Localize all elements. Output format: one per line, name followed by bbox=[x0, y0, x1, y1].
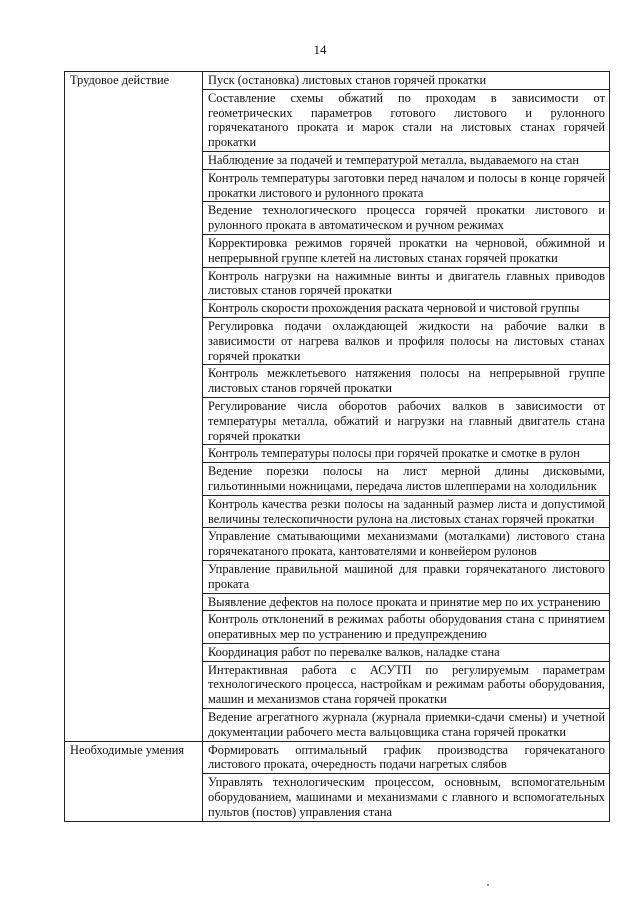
section-item: Формировать оптимальный график производства горячекатаного листового проката, очередность подачи нагретых слябов bbox=[203, 741, 610, 774]
section-item: Управление правильной машиной для правки горячекатаного листового проката bbox=[203, 560, 610, 593]
section-item: Выявление дефектов на полосе проката и принятие мер по их устранению bbox=[203, 593, 610, 611]
section-item: Координация работ по перевалке валков, наладке стана bbox=[203, 643, 610, 661]
section-item: Контроль качества резки полосы на заданный размер листа и допустимой величины телескопичности рулона на листовых станах горячей прокатки bbox=[203, 495, 610, 528]
section-item: Управление сматывающими механизмами (моталками) листового стана горячекатаного проката, кантователями и конвейером рулонов bbox=[203, 528, 610, 561]
section-item: Регулирование числа оборотов рабочих валков в зависимости от температуры металла, обжатий и нагрузки на главный двигатель стана горячей прокатки bbox=[203, 397, 610, 444]
scan-dot bbox=[487, 884, 489, 886]
section-label: Необходимые умения bbox=[65, 741, 203, 821]
section-item: Контроль отклонений в режимах работы оборудования стана с принятием оперативных мер по устранению и предупреждению bbox=[203, 611, 610, 644]
section-item: Пуск (остановка) листовых станов горячей прокатки bbox=[203, 72, 610, 90]
table-body bbox=[65, 72, 610, 822]
table-row bbox=[65, 72, 610, 90]
section-item: Контроль межклетьевого натяжения полосы на непрерывной группе листовых станов горячей прокатки bbox=[203, 365, 610, 398]
section-item: Составление схемы обжатий по проходам в зависимости от геометрических параметров готового листового и рулонного горячекатаного проката и марок стали на листовых станах горячей прокатки bbox=[203, 89, 610, 151]
section-item: Контроль температуры полосы при горячей прокатке и смотке в рулон bbox=[203, 445, 610, 463]
section-item: Ведение агрегатного журнала (журнала приемки-сдачи смены) и учетной документации рабочего места вальцовщика стана горячей прокатки bbox=[203, 709, 610, 742]
section-item: Управлять технологическим процессом, основным, вспомогательным оборудованием, машинами и механизмами с главного и вспомогательных пультов (постов) управления стана bbox=[203, 774, 610, 821]
section-item: Контроль скорости прохождения раската черновой и чистовой группы bbox=[203, 300, 610, 318]
section-item: Ведение порезки полосы на лист мерной длины дисковыми, гильотинными ножницами, передача листов шлепперами на холодильник bbox=[203, 463, 610, 496]
section-item: Наблюдение за подачей и температурой металла, выдаваемого на стан bbox=[203, 151, 610, 169]
section-item: Контроль нагрузки на нажимные винты и двигатель главных приводов листовых станов горячей прокатки bbox=[203, 267, 610, 300]
section-item: Контроль температуры заготовки перед началом и полосы в конце горячей прокатки листового и рулонного проката bbox=[203, 169, 610, 202]
table-row bbox=[65, 741, 610, 774]
section-item: Интерактивная работа с АСУТП по регулируемым параметрам технологического процесса, настройкам и режимам работы оборудования, машин и механизмов стана горячей прокатки bbox=[203, 661, 610, 708]
section-item: Корректировка режимов горячей прокатки на черновой, обжимной и непрерывной группе клетей на листовых станах горячей прокатки bbox=[203, 234, 610, 267]
page-number: 14 bbox=[313, 42, 327, 57]
section-item: Регулировка подачи охлаждающей жидкости на рабочие валки в зависимости от нагрева валков и профиля полосы на листовых станах горячей прокатки bbox=[203, 317, 610, 364]
section-item: Ведение технологического процесса горячей прокатки листового и рулонного проката в автоматическом и ручном режимах bbox=[203, 202, 610, 235]
competency-table bbox=[64, 71, 610, 822]
section-label: Трудовое действие bbox=[65, 72, 203, 742]
